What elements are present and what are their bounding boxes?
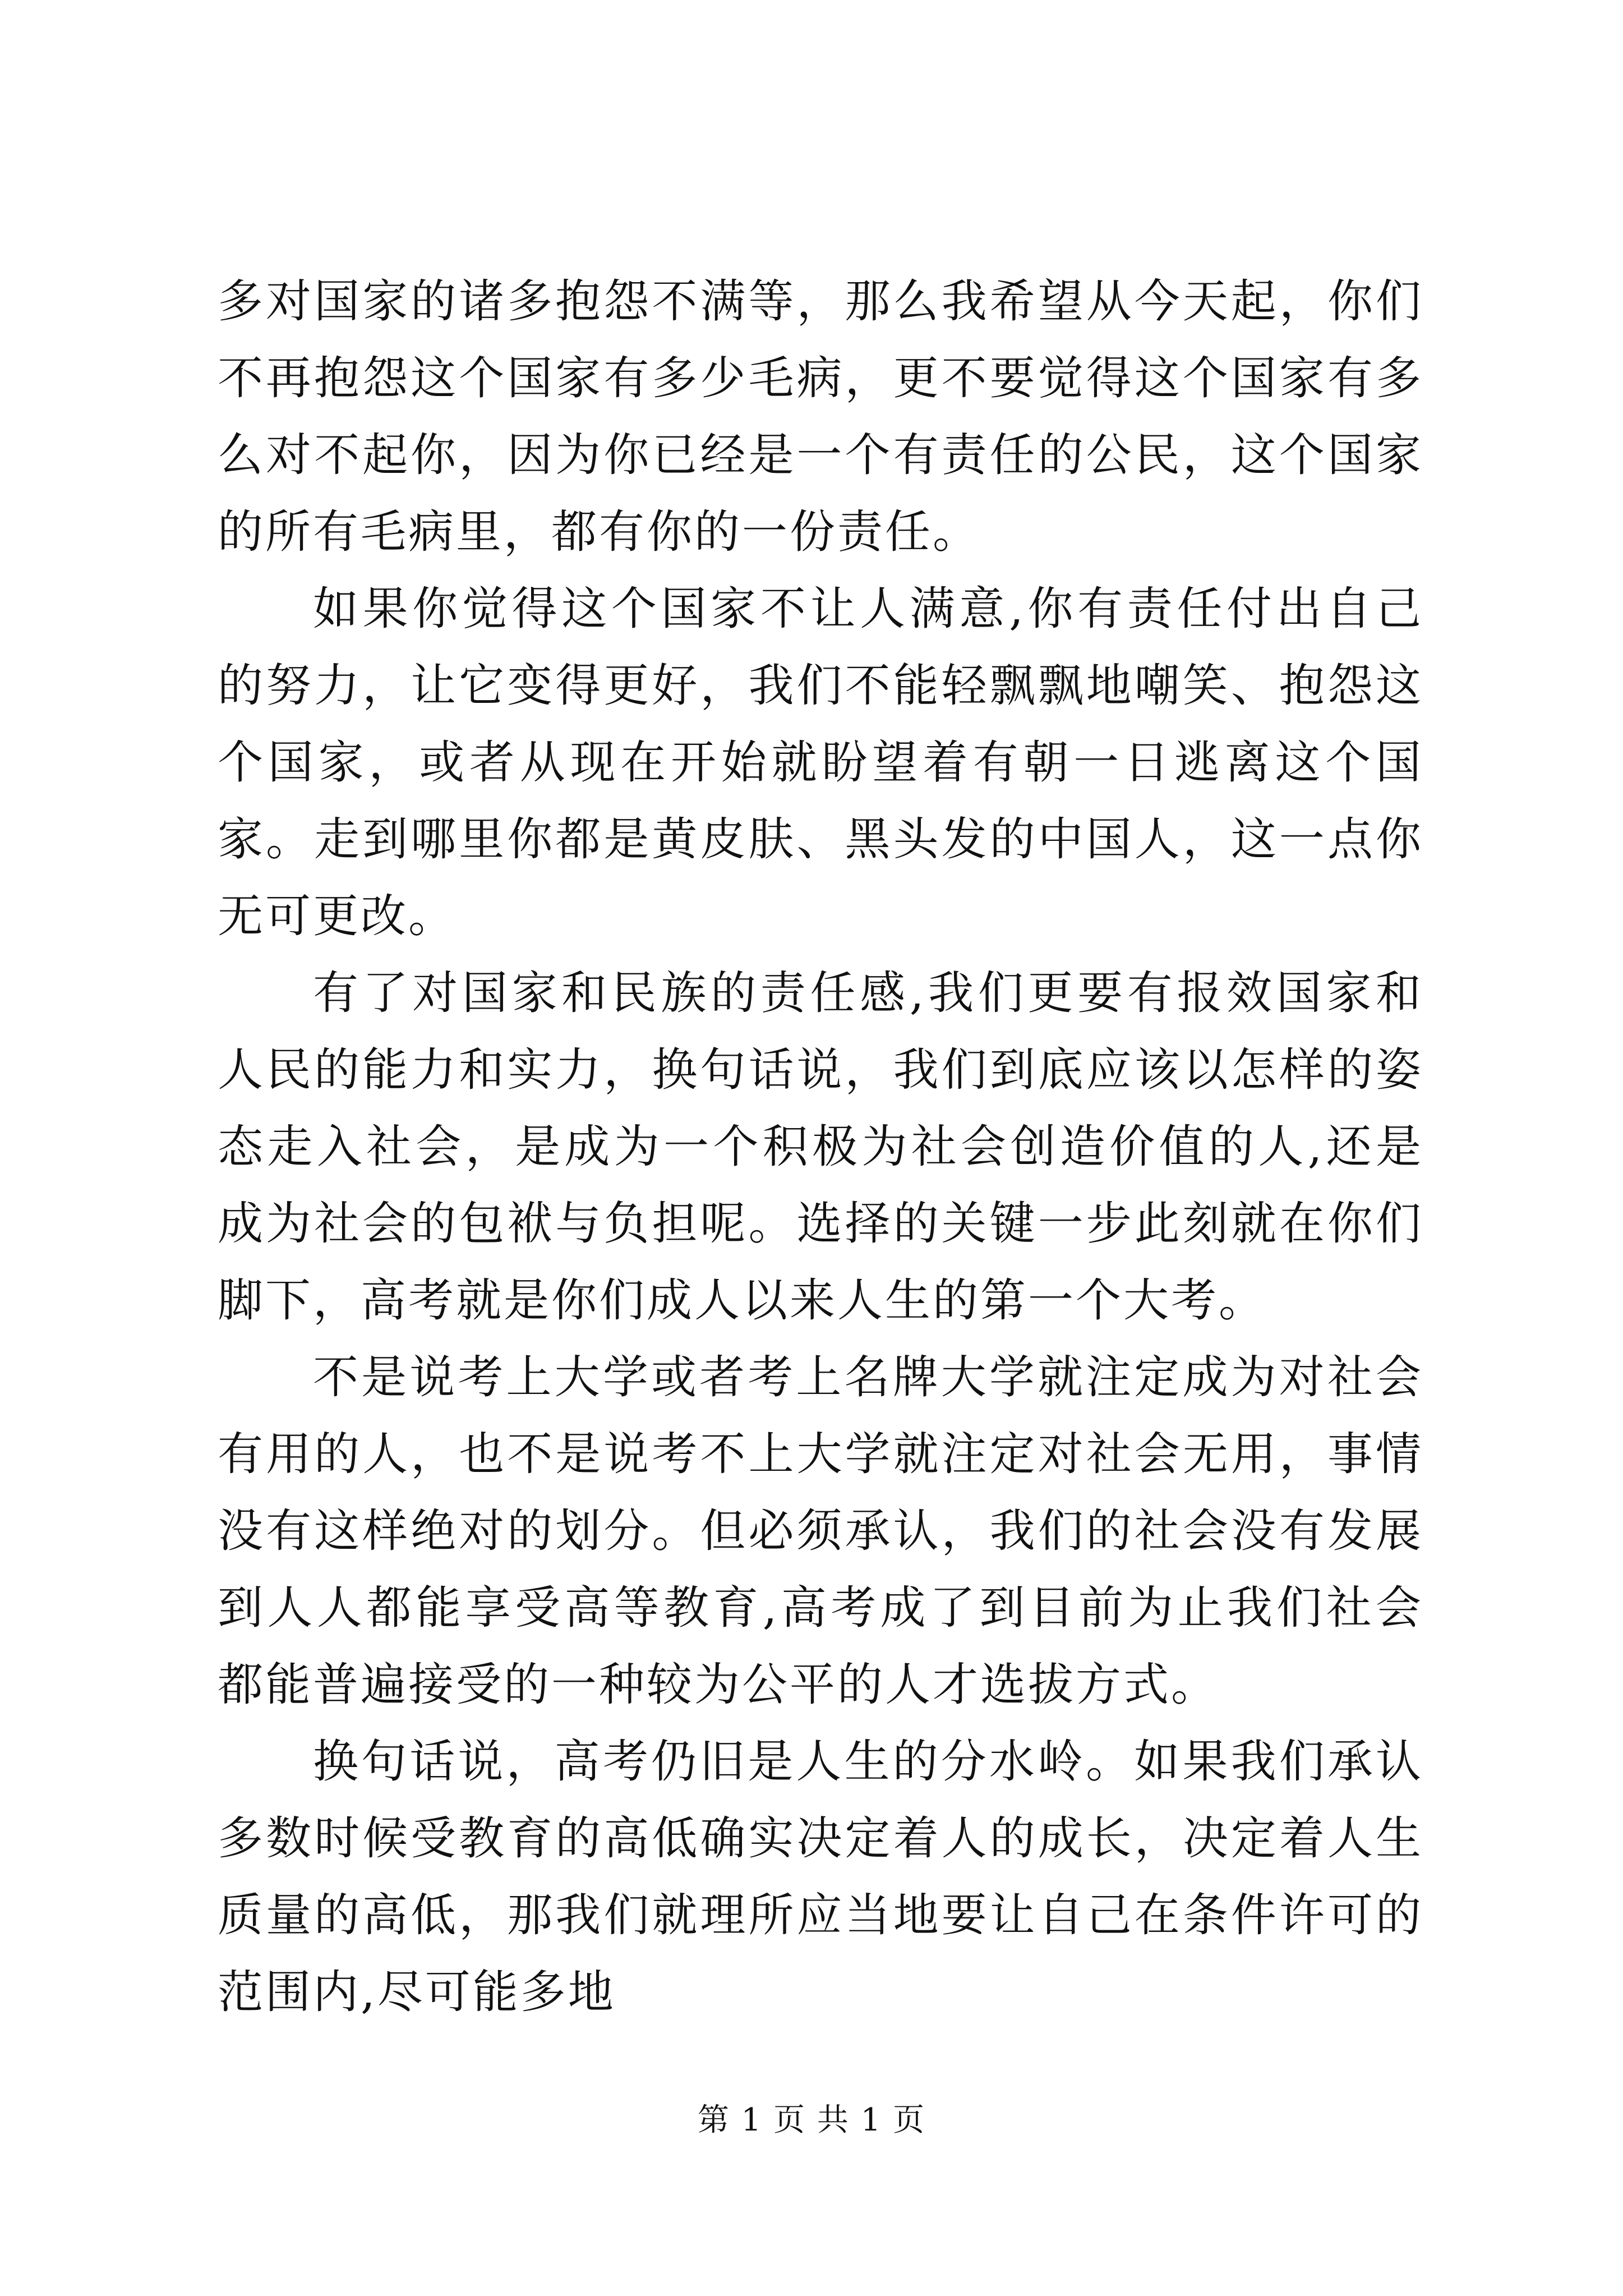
paragraph-1: 多对国家的诸多抱怨不满等，那么我希望从今天起，你们不再抱怨这个国家有多少毛病，更不要觉得这个国家有多么对不起你，因为你已经是一个有责任的公民，这个国家的所有毛病里，都有你的一份责任。	[218, 275, 1423, 559]
paragraph-4: 不是说考上大学或者考上名牌大学就注定成为对社会有用的人，也不是说考不上大学就注定对社会无用，事情没有这样绝对的划分。但必须承认，我们的社会没有发展到人人都能享受高等教育,高考成了到目前为止我们社会都能普遍接受的一种较为公平的人才选拔方式。	[218, 1351, 1423, 1711]
paragraph-3: 有了对国家和民族的责任感,我们更要有报效国家和人民的能力和实力，换句话说，我们到底应该以怎样的姿态走入社会，是成为一个积极为社会创造价值的人,还是成为社会的包袱与负担呢。选择的关键一步此刻就在你们脚下，高考就是你们成人以来人生的第一个大考。	[218, 967, 1423, 1327]
paragraph-2: 如果你觉得这个国家不让人满意,你有责任付出自己的努力，让它变得更好，我们不能轻飘飘地嘲笑、抱怨这个国家，或者从现在开始就盼望着有朝一日逃离这个国家。走到哪里你都是黄皮肤、黑头发的中国人，这一点你无可更改。	[218, 583, 1423, 943]
page-footer: 第 1 页 共 1 页	[697, 2102, 926, 2138]
document-body	[218, 264, 1423, 2031]
paragraph-5: 换句话说，高考仍旧是人生的分水岭。如果我们承认多数时候受教育的高低确实决定着人的成长，决定着人生质量的高低，那我们就理所应当地要让自己在条件许可的范围内,尽可能多地	[218, 1736, 1423, 2019]
